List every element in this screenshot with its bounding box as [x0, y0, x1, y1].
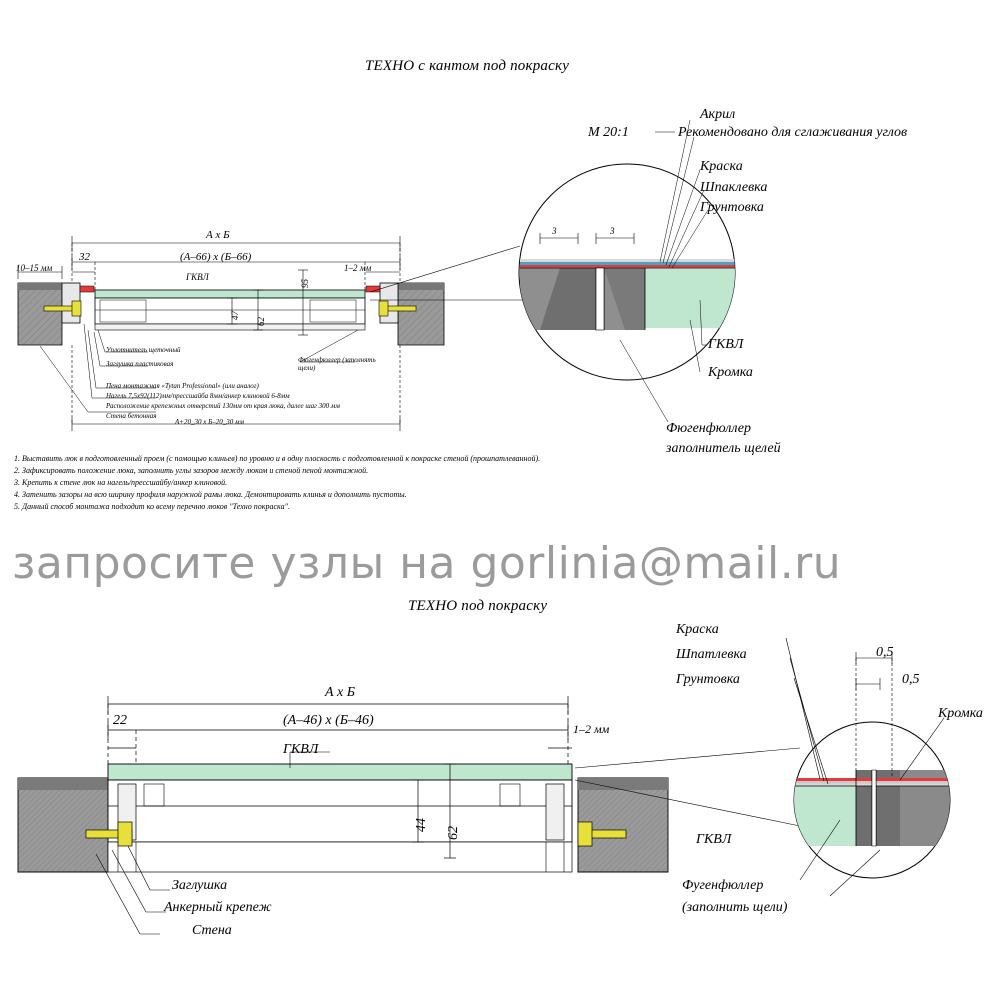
dim-44: 44	[414, 818, 429, 832]
detail-dim-3-left: 3	[552, 226, 557, 236]
instruction-4: 4. Затенить зазоры на всю ширину профиля наружной рамы люка. Демонтировать клинья и дополнить пустоты.	[14, 490, 407, 499]
dim-1-2-mm-bottom: 1–2 мм	[573, 722, 610, 736]
dim-bottom-top: А+20_30 х Б–20_30 мм	[175, 418, 244, 426]
bottom-detail-label-gruntovka: Грунтовка	[676, 672, 740, 687]
bottom-detail-label-kromka: Кромка	[938, 706, 983, 721]
callout-plug-bottom: Заглушка	[172, 878, 228, 893]
callout-anchor-bottom: Анкерный крепеж	[164, 900, 272, 915]
label-gkvl-bottom: ГКВЛ	[283, 742, 319, 757]
detail-label-recommend: Рекомендовано для сглаживания углов	[678, 125, 908, 140]
dim-a-x-b-bottom: А х Б	[325, 685, 356, 700]
detail-label-kraska: Краска	[700, 159, 743, 174]
detail-label-fugenfuller-top-2: заполнитель щелей	[666, 441, 781, 456]
detail-dim-3-right: 3	[610, 226, 615, 236]
dim-inner-bottom: (А–46) х (Б–46)	[283, 713, 374, 728]
bottom-detail-label-kraska: Краска	[676, 622, 719, 637]
watermark: запросите узлы на gorlinia@mail.ru	[12, 538, 842, 589]
instruction-3: 3. Крепить к стене люк на нагель/прессшайбу/анкер клиновой.	[14, 478, 228, 487]
label-gkvl-top: ГКВЛ	[186, 272, 209, 282]
callout-holes: Расположение крепежных отверстий 130мм от края люка, далее шаг 300 мм	[106, 402, 340, 410]
detail-label-shpaklevka: Шпаклевка	[700, 180, 768, 195]
bottom-detail-dim-05-b: 0,5	[902, 672, 920, 687]
detail-label-akril: Акрил	[700, 107, 736, 122]
detail-label-fugenfuller-top-1: Фюгенфюллер	[666, 421, 751, 436]
instruction-2: 2. Зафиксировать положение люка, заполнить углы зазоров между люком и стеной пеной монтажной.	[14, 466, 369, 475]
bottom-detail-label-gkvl: ГКВЛ	[696, 832, 732, 847]
callout-fugenfuller-top: Фюгенфюллер (заполнять щели)	[298, 356, 376, 373]
dim-95: 95	[300, 279, 310, 288]
top-drawing-title: ТЕХНО с кантом под покраску	[365, 58, 570, 74]
callout-seal: Уплотнитель щеточный	[106, 346, 181, 354]
detail-label-gkvl-top: ГКВЛ	[708, 337, 744, 352]
dim-22: 22	[113, 713, 127, 728]
callout-plug: Заглушка пластиковая	[106, 360, 174, 368]
bottom-detail-dim-05-a: 0,5	[876, 645, 894, 660]
dim-inner-top: (А–66) х (Б–66)	[180, 251, 252, 263]
dim-47: 47	[230, 311, 240, 320]
instruction-1: 1. Выставить люк в подготовленный проем (с помощью клиньев) по уровню и в одну плоскость с подготовленной к покраске стеной (прошпатлеванной).	[14, 454, 541, 463]
dim-1-2-mm-top: 1–2 мм	[344, 263, 372, 273]
detail-label-gruntovka: Грунтовка	[700, 200, 764, 215]
callout-wall-top: Стена бетонная	[106, 412, 157, 420]
dim-62-bottom: 62	[446, 826, 461, 840]
callout-dowel: Нагель 7,5х92(112)мм/прессшайба 8мм/анкер клиновой 6-8мм	[106, 392, 290, 400]
bottom-drawing-svg	[0, 600, 1000, 1000]
bottom-detail-label-fugenfuller-1: Фугенфюллер	[682, 878, 764, 893]
dim-62-top: 62	[256, 317, 266, 326]
instruction-5: 5. Данный способ монтажа подходит ко всему перечню люков "Техно покраска".	[14, 502, 290, 511]
bottom-detail-label-shpatlevka: Шпатлевка	[676, 647, 747, 662]
callout-foam: Пена монтажная «Tytan Professional» (или аналог)	[106, 382, 259, 390]
dim-10-15: 10–15 мм	[16, 263, 53, 273]
bottom-drawing-title: ТЕХНО под покраску	[408, 598, 548, 614]
scale-label: М 20:1	[588, 125, 629, 140]
callout-wall-bottom: Стена	[192, 923, 232, 938]
dim-a-x-b-top: А х Б	[206, 229, 230, 241]
dim-32: 32	[79, 251, 90, 263]
wall-left-bottom	[18, 778, 108, 872]
bottom-detail-label-fugenfuller-2: (заполнить щели)	[682, 900, 788, 915]
detail-label-kromka-top: Кромка	[708, 365, 753, 380]
bottom-detail-circle	[786, 638, 950, 896]
